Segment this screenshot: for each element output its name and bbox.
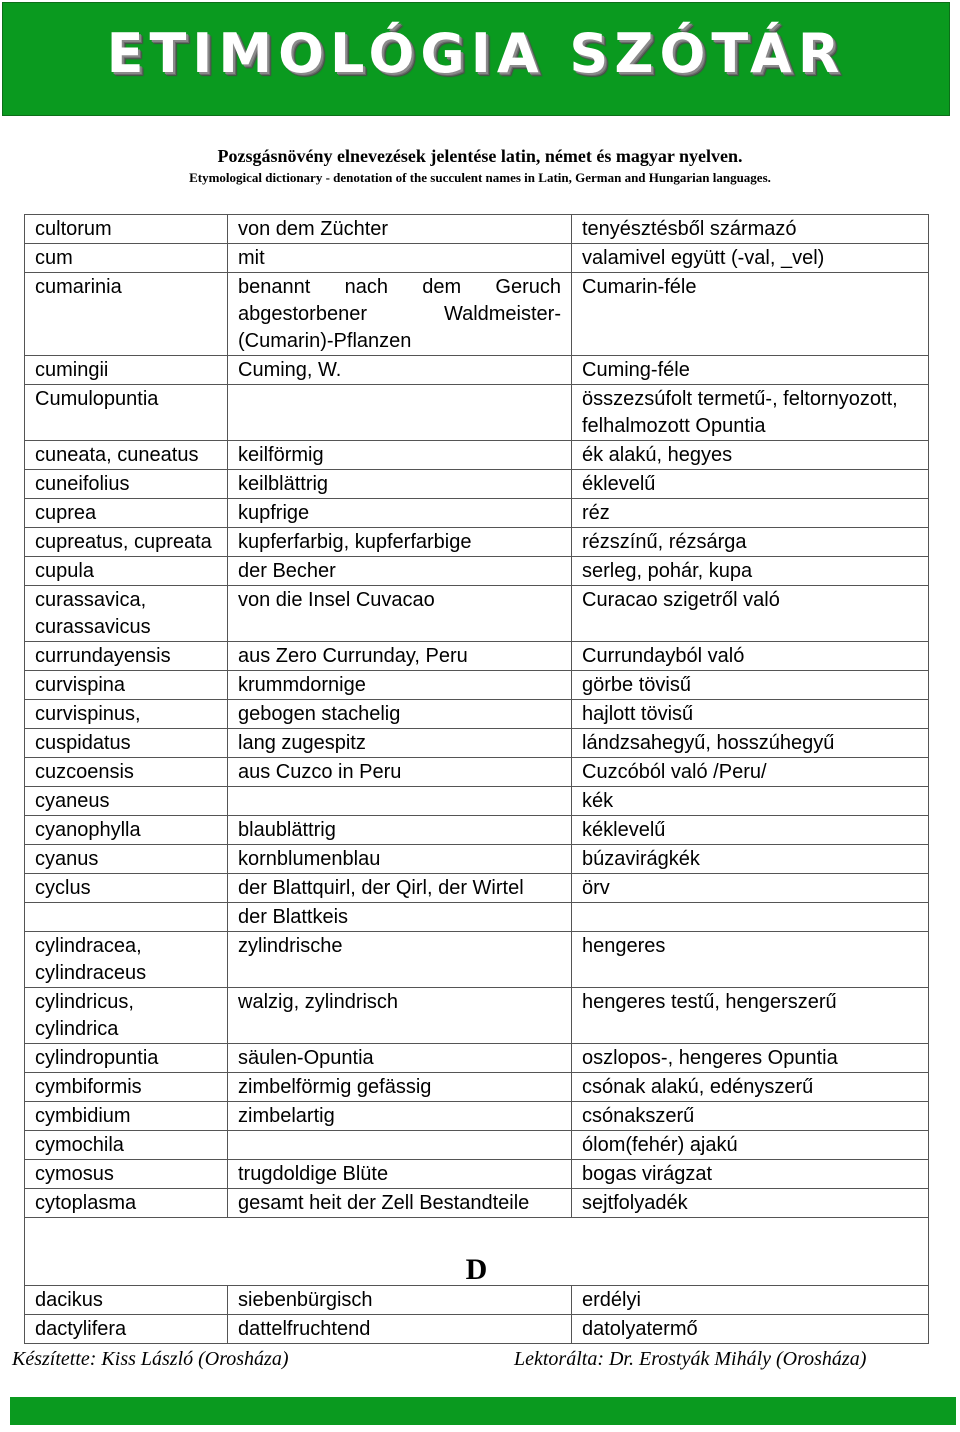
latin-term: cymochila bbox=[25, 1131, 228, 1160]
table-row bbox=[25, 528, 929, 557]
german-meaning: der Becher bbox=[228, 557, 572, 586]
german-meaning: krummdornige bbox=[228, 671, 572, 700]
hungarian-meaning: Currundayból való bbox=[572, 642, 929, 671]
german-meaning: blaublättrig bbox=[228, 816, 572, 845]
latin-term: cyanophylla bbox=[25, 816, 228, 845]
german-meaning: zylindrische bbox=[228, 932, 572, 988]
german-meaning: von die Insel Cuvacao bbox=[228, 586, 572, 642]
table-row bbox=[25, 758, 929, 787]
latin-term: cupula bbox=[25, 557, 228, 586]
german-meaning: trugdoldige Blüte bbox=[228, 1160, 572, 1189]
latin-term: cuneifolius bbox=[25, 470, 228, 499]
german-meaning: der Blattquirl, der Qirl, der Wirtel bbox=[228, 874, 572, 903]
latin-term: cylindracea, cylindraceus bbox=[25, 932, 228, 988]
hungarian-meaning: tenyésztésből származó bbox=[572, 215, 929, 244]
table-row bbox=[25, 816, 929, 845]
latin-term: dactylifera bbox=[25, 1315, 228, 1344]
hungarian-meaning: rézszínű, rézsárga bbox=[572, 528, 929, 557]
hungarian-meaning: görbe tövisű bbox=[572, 671, 929, 700]
table-row bbox=[25, 1073, 929, 1102]
hungarian-meaning: oszlopos-, hengeres Opuntia bbox=[572, 1044, 929, 1073]
table-row bbox=[25, 385, 929, 441]
german-meaning: lang zugespitz bbox=[228, 729, 572, 758]
table-row bbox=[25, 356, 929, 385]
latin-term: cuspidatus bbox=[25, 729, 228, 758]
table-row bbox=[25, 988, 929, 1044]
hungarian-meaning: kék bbox=[572, 787, 929, 816]
german-meaning: gesamt heit der Zell Bestandteile bbox=[228, 1189, 572, 1218]
hungarian-meaning: Cuzcóból való /Peru/ bbox=[572, 758, 929, 787]
hungarian-meaning: valamivel együtt (-val, _vel) bbox=[572, 244, 929, 273]
german-meaning: aus Cuzco in Peru bbox=[228, 758, 572, 787]
latin-term: cupreatus, cupreata bbox=[25, 528, 228, 557]
subtitle-hungarian: Pozsgásnövény elnevezések jelentése latin, német és magyar nyelven. bbox=[217, 146, 743, 166]
hungarian-meaning: ólom(fehér) ajakú bbox=[572, 1131, 929, 1160]
latin-term: cumarinia bbox=[25, 273, 228, 356]
reviewer-credit: Lektorálta: Dr. Erostyák Mihály (Orosháza) bbox=[514, 1348, 867, 1370]
hungarian-meaning: Cuming-féle bbox=[572, 356, 929, 385]
hungarian-meaning: réz bbox=[572, 499, 929, 528]
german-meaning: säulen-Opuntia bbox=[228, 1044, 572, 1073]
german-meaning bbox=[228, 1131, 572, 1160]
latin-term: cuprea bbox=[25, 499, 228, 528]
hungarian-meaning: kéklevelű bbox=[572, 816, 929, 845]
german-meaning: zimbelartig bbox=[228, 1102, 572, 1131]
table-row bbox=[25, 932, 929, 988]
hungarian-meaning: éklevelű bbox=[572, 470, 929, 499]
hungarian-meaning: hajlott tövisű bbox=[572, 700, 929, 729]
hungarian-meaning: erdélyi bbox=[572, 1286, 929, 1315]
hungarian-meaning: lándzsahegyű, hosszúhegyű bbox=[572, 729, 929, 758]
latin-term: dacikus bbox=[25, 1286, 228, 1315]
table-row bbox=[25, 557, 929, 586]
table-row bbox=[25, 1189, 929, 1218]
german-meaning: walzig, zylindrisch bbox=[228, 988, 572, 1044]
latin-term: cymosus bbox=[25, 1160, 228, 1189]
dictionary-table bbox=[24, 214, 929, 1344]
latin-term: curassavica, curassavicus bbox=[25, 586, 228, 642]
latin-term: cytoplasma bbox=[25, 1189, 228, 1218]
latin-term: cymbiformis bbox=[25, 1073, 228, 1102]
table-row bbox=[25, 1286, 929, 1315]
latin-term: cylindricus, cylindrica bbox=[25, 988, 228, 1044]
latin-term: cymbidium bbox=[25, 1102, 228, 1131]
table-row bbox=[25, 1131, 929, 1160]
latin-term: curvispina bbox=[25, 671, 228, 700]
table-row bbox=[25, 671, 929, 700]
hungarian-meaning: összezsúfolt termetű-, feltornyozott, felhalmozott Opuntia bbox=[572, 385, 929, 441]
table-row bbox=[25, 1102, 929, 1131]
table-row bbox=[25, 273, 929, 356]
dictionary-body bbox=[25, 215, 929, 1344]
section-row bbox=[25, 1218, 929, 1286]
latin-term: cum bbox=[25, 244, 228, 273]
german-meaning: kornblumenblau bbox=[228, 845, 572, 874]
latin-term: cyclus bbox=[25, 874, 228, 903]
german-meaning: der Blattkeis bbox=[228, 903, 572, 932]
table-row bbox=[25, 441, 929, 470]
german-meaning: von dem Züchter bbox=[228, 215, 572, 244]
table-row bbox=[25, 244, 929, 273]
subtitle-english: Etymological dictionary - denotation of the succulent names in Latin, German and Hungarian languages. bbox=[189, 170, 771, 185]
table-row bbox=[25, 499, 929, 528]
hungarian-meaning: csónak alakú, edényszerű bbox=[572, 1073, 929, 1102]
german-meaning: kupfrige bbox=[228, 499, 572, 528]
banner-title: ETIMOLÓGIA SZÓTÁR bbox=[106, 21, 846, 85]
bottom-bar bbox=[10, 1397, 956, 1425]
german-meaning: Cuming, W. bbox=[228, 356, 572, 385]
german-meaning bbox=[228, 385, 572, 441]
table-row bbox=[25, 642, 929, 671]
table-row bbox=[25, 1044, 929, 1073]
german-meaning: zimbelförmig gefässig bbox=[228, 1073, 572, 1102]
latin-term: curvispinus, bbox=[25, 700, 228, 729]
hungarian-meaning: örv bbox=[572, 874, 929, 903]
hungarian-meaning: Curacao szigetről való bbox=[572, 586, 929, 642]
latin-term: cylindropuntia bbox=[25, 1044, 228, 1073]
table-row bbox=[25, 1315, 929, 1344]
table-row bbox=[25, 729, 929, 758]
german-meaning: dattelfruchtend bbox=[228, 1315, 572, 1344]
hungarian-meaning: sejtfolyadék bbox=[572, 1189, 929, 1218]
table-row bbox=[25, 845, 929, 874]
table-row bbox=[25, 903, 929, 932]
section-letter: D bbox=[25, 1218, 929, 1286]
latin-term: cyaneus bbox=[25, 787, 228, 816]
table-row bbox=[25, 470, 929, 499]
hungarian-meaning: hengeres testű, hengerszerű bbox=[572, 988, 929, 1044]
latin-term: cumingii bbox=[25, 356, 228, 385]
german-meaning: gebogen stachelig bbox=[228, 700, 572, 729]
latin-term: cuneata, cuneatus bbox=[25, 441, 228, 470]
hungarian-meaning bbox=[572, 903, 929, 932]
german-meaning: aus Zero Currunday, Peru bbox=[228, 642, 572, 671]
table-row bbox=[25, 874, 929, 903]
latin-term: cuzcoensis bbox=[25, 758, 228, 787]
hungarian-meaning: ék alakú, hegyes bbox=[572, 441, 929, 470]
german-meaning bbox=[228, 787, 572, 816]
hungarian-meaning: datolyatermő bbox=[572, 1315, 929, 1344]
hungarian-meaning: serleg, pohár, kupa bbox=[572, 557, 929, 586]
table-row bbox=[25, 787, 929, 816]
title-banner bbox=[2, 2, 950, 116]
german-meaning: benannt nach dem Geruch abgestorbener Waldmeister-(Cumarin)-Pflanzen bbox=[228, 273, 572, 356]
hungarian-meaning: búzavirágkék bbox=[572, 845, 929, 874]
table-row bbox=[25, 215, 929, 244]
latin-term: cultorum bbox=[25, 215, 228, 244]
table-row bbox=[25, 700, 929, 729]
german-meaning: kupferfarbig, kupferfarbige bbox=[228, 528, 572, 557]
latin-term bbox=[25, 903, 228, 932]
german-meaning: siebenbürgisch bbox=[228, 1286, 572, 1315]
hungarian-meaning: Cumarin-féle bbox=[572, 273, 929, 356]
latin-term: cyanus bbox=[25, 845, 228, 874]
table-row bbox=[25, 1160, 929, 1189]
german-meaning: keilblättrig bbox=[228, 470, 572, 499]
german-meaning: mit bbox=[228, 244, 572, 273]
table-row bbox=[25, 586, 929, 642]
hungarian-meaning: bogas virágzat bbox=[572, 1160, 929, 1189]
hungarian-meaning: hengeres bbox=[572, 932, 929, 988]
hungarian-meaning: csónakszerű bbox=[572, 1102, 929, 1131]
latin-term: currundayensis bbox=[25, 642, 228, 671]
author-credit: Készítette: Kiss László (Orosháza) bbox=[12, 1348, 289, 1370]
latin-term: Cumulopuntia bbox=[25, 385, 228, 441]
german-meaning: keilförmig bbox=[228, 441, 572, 470]
